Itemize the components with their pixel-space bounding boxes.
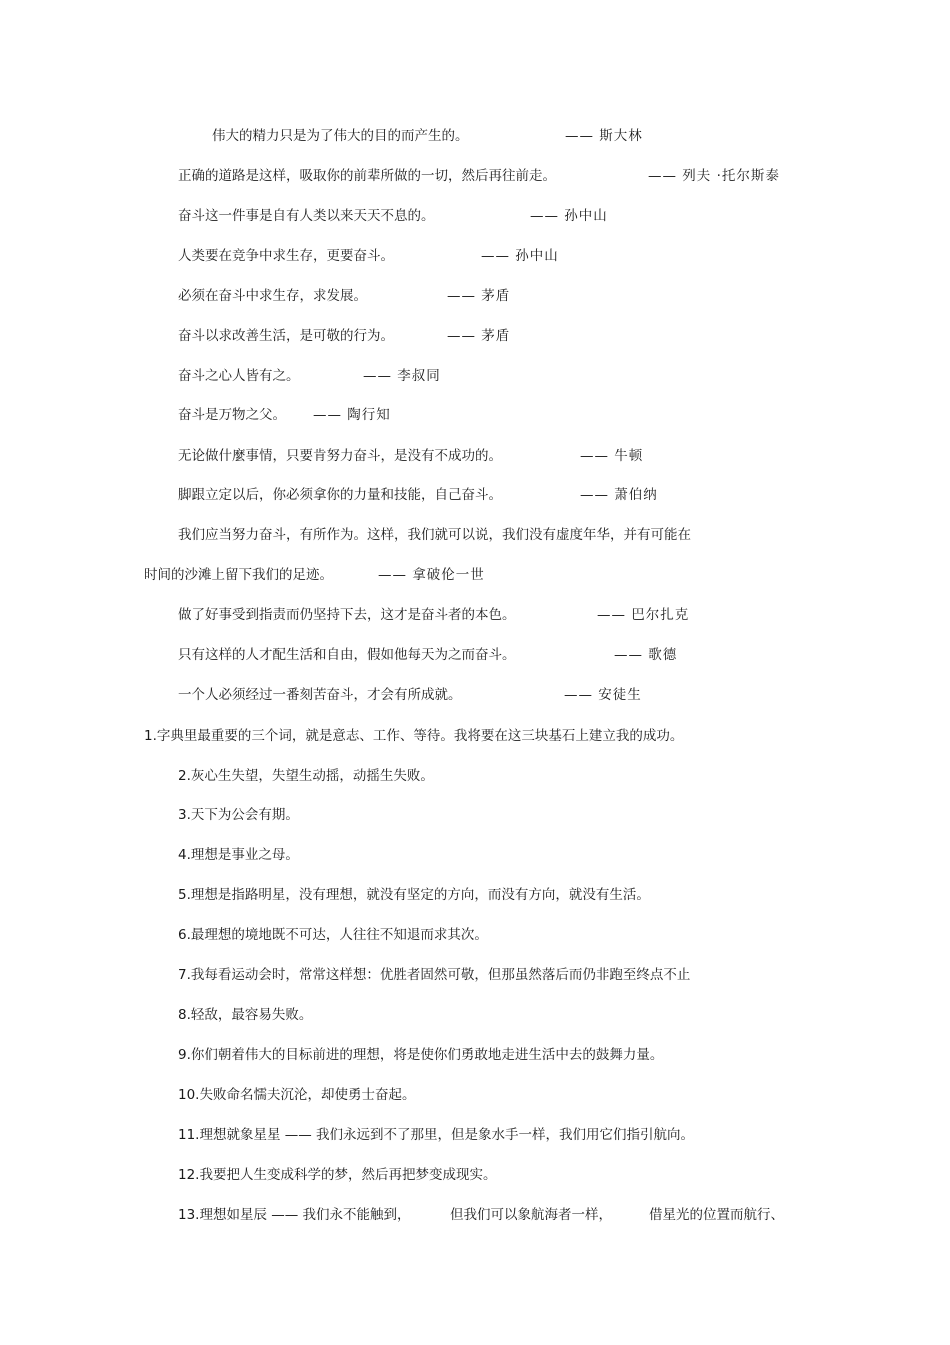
quote-author: —— 安徒生 [564, 687, 642, 703]
numbered-item: 9.你们朝着伟大的目标前进的理想，将是使你们勇敢地走进生活中去的鼓舞力量。 [178, 1047, 664, 1063]
quote-text: 人类要在竞争中求生存，更要奋斗。 [178, 248, 394, 264]
numbered-item-part: 借星光的位置而航行、 [649, 1207, 784, 1223]
quote-text: 只有这样的人才配生活和自由，假如他每天为之而奋斗。 [178, 647, 516, 663]
quote-text: 一个人必须经过一番刻苦奋斗，才会有所成就。 [178, 687, 462, 703]
numbered-item-part: 13.理想如星辰 —— 我们永不能触到， [178, 1207, 411, 1223]
quote-author: —— 孙中山 [530, 208, 608, 224]
numbered-item: 1.字典里最重要的三个词，就是意志、工作、等待。我将要在这三块基石上建立我的成功。 [144, 728, 684, 744]
quote-author: —— 拿破伦一世 [378, 567, 485, 583]
numbered-item: 12.我要把人生变成科学的梦，然后再把梦变成现实。 [178, 1167, 497, 1183]
quote-text: 无论做什麼事情，只要肯努力奋斗，是没有不成功的。 [178, 448, 502, 464]
quote-author: —— 斯大林 [565, 128, 643, 144]
numbered-item: 6.最理想的境地既不可达，人往往不知退而求其次。 [178, 927, 488, 943]
quote-author: —— 茅盾 [447, 328, 511, 344]
quote-text-line2: 时间的沙滩上留下我们的足迹。 [144, 567, 333, 583]
quote-text: 奋斗是万物之父。 [178, 407, 286, 423]
quote-text: 必须在奋斗中求生存，求发展。 [178, 288, 367, 304]
quote-text: 脚跟立定以后，你必须拿你的力量和技能，自己奋斗。 [178, 487, 502, 503]
numbered-item: 4.理想是事业之母。 [178, 847, 299, 863]
numbered-item: 8.轻敌，最容易失败。 [178, 1007, 313, 1023]
numbered-item: 7.我每看运动会时，常常这样想：优胜者固然可敬，但那虽然落后而仍非跑至终点不止 [178, 967, 691, 983]
quote-text: 奋斗以求改善生活，是可敬的行为。 [178, 328, 394, 344]
quote-text: 伟大的精力只是为了伟大的目的而产生的。 [212, 128, 469, 144]
numbered-item: 10.失败命名懦夫沉沦，却使勇士奋起。 [178, 1087, 416, 1103]
quote-author: —— 茅盾 [447, 288, 511, 304]
numbered-item: 3.天下为公会有期。 [178, 807, 299, 823]
quote-author: —— 陶行知 [313, 407, 391, 423]
quote-text: 奋斗之心人皆有之。 [178, 368, 300, 384]
numbered-item-part: 但我们可以象航海者一样， [450, 1207, 612, 1223]
quote-text-line1: 我们应当努力奋斗，有所作为。这样，我们就可以说，我们没有虚度年华，并有可能在 [178, 527, 691, 543]
quote-text: 做了好事受到指责而仍坚持下去，这才是奋斗者的本色。 [178, 607, 516, 623]
quote-author: —— 孙中山 [481, 248, 559, 264]
numbered-item: 5.理想是指路明星，没有理想，就没有坚定的方向，而没有方向，就没有生活。 [178, 887, 650, 903]
numbered-item: 2.灰心生失望，失望生动摇，动摇生失败。 [178, 768, 434, 784]
numbered-item: 11.理想就象星星 —— 我们永远到不了那里，但是象水手一样，我们用它们指引航向。 [178, 1127, 695, 1143]
quote-text: 正确的道路是这样，吸取你的前辈所做的一切，然后再往前走。 [178, 168, 556, 184]
quote-text: 奋斗这一件事是自有人类以来天天不息的。 [178, 208, 435, 224]
quote-author: —— 牛顿 [580, 448, 644, 464]
quote-author: —— 歌德 [614, 647, 678, 663]
quote-author: —— 巴尔扎克 [597, 607, 690, 623]
quote-author: —— 萧伯纳 [580, 487, 658, 503]
quote-author: —— 列夫 ·托尔斯泰 [648, 168, 780, 184]
quote-author: —— 李叔同 [363, 368, 441, 384]
